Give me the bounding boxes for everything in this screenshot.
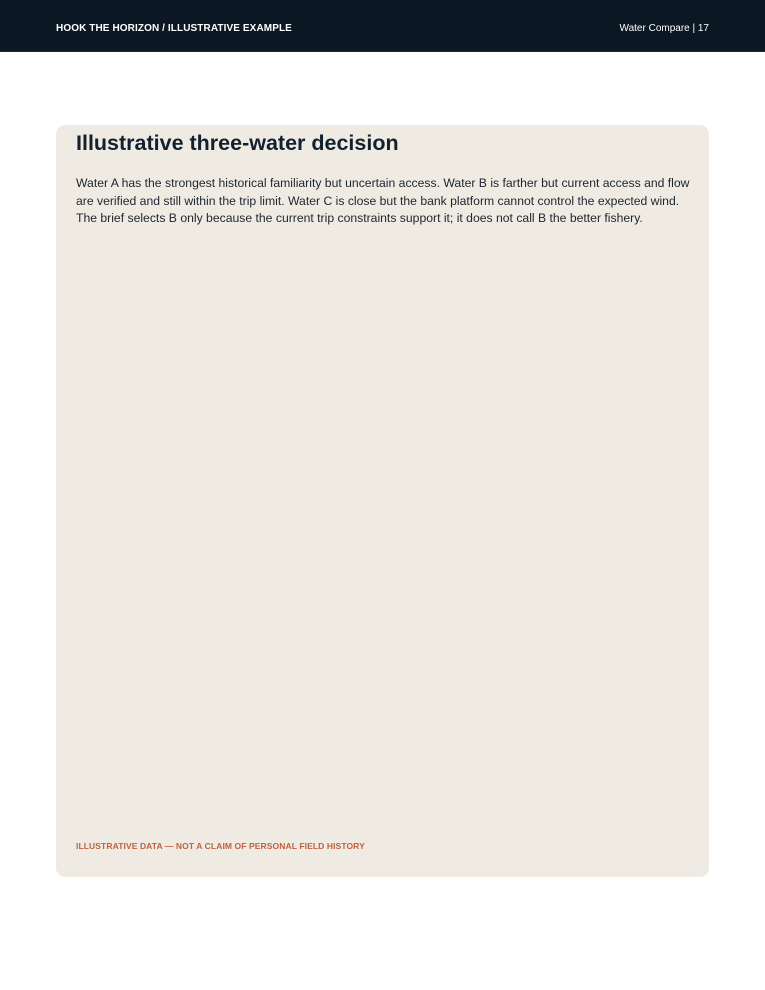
illustrative-disclaimer: ILLUSTRATIVE DATA — NOT A CLAIM OF PERSONAL FIELD HISTORY xyxy=(76,841,365,851)
section-page-label: Water Compare | 17 xyxy=(619,23,709,34)
card-body-text: Water A has the strongest historical familiarity but uncertain access. Water B is farther but current access and flow are verified and still within the trip limit. Water C is close but the bank platform cannot control the expected wind. The brief selects B only because the current trip constraints support it; it does not call B the better fishery. xyxy=(76,176,690,225)
card-title: Illustrative three-water decision xyxy=(76,131,399,155)
example-card xyxy=(56,125,709,877)
page-header xyxy=(0,0,765,52)
running-title: HOOK THE HORIZON / ILLUSTRATIVE EXAMPLE xyxy=(56,23,292,34)
